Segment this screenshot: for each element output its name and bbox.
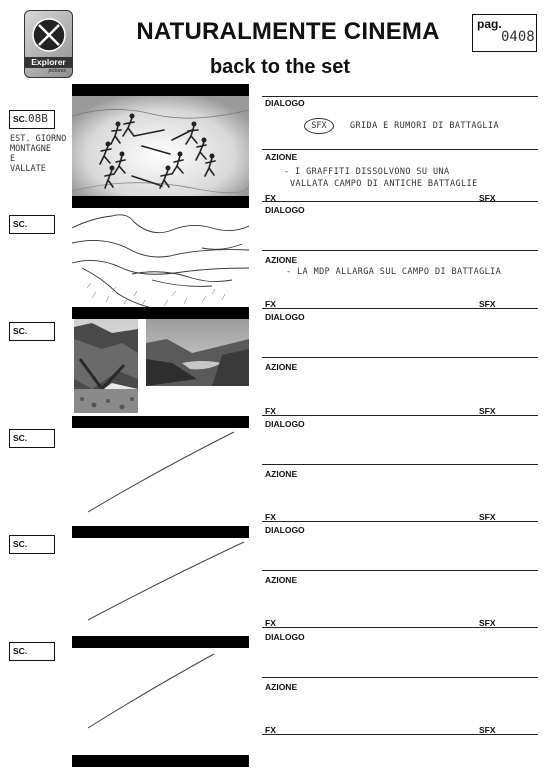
scene-box-5[interactable] [9, 535, 55, 554]
scene-label: SC. [13, 539, 28, 549]
dialogo-tag: SFX [304, 118, 334, 134]
azione-line: - I GRAFFITI DISSOLVONO SU UNA [284, 167, 450, 177]
divider [262, 415, 538, 416]
page-title: NATURALMENTE CINEMA [136, 18, 440, 45]
valley-sketch [72, 208, 249, 315]
sfx-label: SFX [479, 193, 496, 203]
scene-side-note: EST. GIORNO MONTAGNE E VALLATE [10, 134, 67, 174]
scene-box-6[interactable] [9, 642, 55, 661]
dialogo-label: DIALOGO [265, 525, 305, 535]
scene-box-1[interactable] [9, 110, 55, 129]
sfx-label: SFX [479, 299, 496, 309]
page-number: 0408 [501, 29, 535, 45]
logo-name: Explorer [25, 57, 72, 68]
page-subtitle: back to the set [209, 56, 351, 78]
azione-label: AZIONE [265, 682, 298, 692]
azione-label: AZIONE [265, 575, 298, 585]
fx-label: FX [265, 512, 276, 522]
divider [262, 308, 538, 309]
sfx-label: SFX [479, 406, 496, 416]
sketch-stroke [72, 648, 249, 744]
divider [262, 149, 538, 150]
divider [262, 521, 538, 522]
fx-label: FX [265, 299, 276, 309]
scene-label: SC. [13, 219, 28, 229]
logo-emblem-icon [31, 17, 67, 53]
divider [262, 734, 538, 735]
fx-label: FX [265, 193, 276, 203]
sketch-stroke [72, 428, 249, 535]
azione-line: - LA MDP ALLARGA SUL CAMPO DI BATTAGLIA [286, 267, 502, 277]
scene-box-3[interactable] [9, 322, 55, 341]
dialogo-label: DIALOGO [265, 312, 305, 322]
sfx-label: SFX [479, 725, 496, 735]
divider [262, 201, 538, 202]
divider [262, 464, 538, 465]
divider [262, 357, 538, 358]
divider [262, 570, 538, 571]
sketch-stroke [72, 538, 249, 645]
divider [262, 677, 538, 678]
scene-label: SC. [13, 646, 28, 656]
logo-sub: pictures [48, 68, 66, 74]
azione-line: VALLATA CAMPO DI ANTICHE BATTAGLIE [290, 179, 478, 189]
scene-label: SC. [13, 326, 28, 336]
scene-label: SC. [13, 433, 28, 443]
sfx-label: SFX [479, 618, 496, 628]
scene-box-2[interactable] [9, 215, 55, 234]
explorer-logo [24, 10, 73, 78]
scene-number: 08B [28, 112, 48, 125]
scene-box-4[interactable] [9, 429, 55, 448]
sfx-label: SFX [479, 512, 496, 522]
azione-label: AZIONE [265, 362, 298, 372]
divider [262, 250, 538, 251]
page-number-box [472, 14, 537, 52]
divider [262, 96, 538, 97]
dialogo-label: DIALOGO [265, 632, 305, 642]
page-label: pag. [477, 17, 502, 31]
azione-label: AZIONE [265, 469, 298, 479]
reference-photos [72, 319, 249, 426]
scene-label: SC. [13, 114, 28, 124]
dialogo-label: DIALOGO [265, 98, 305, 108]
fx-label: FX [265, 725, 276, 735]
divider [262, 627, 538, 628]
dialogo-text: GRIDA E RUMORI DI BATTAGLIA [350, 121, 499, 131]
azione-label: AZIONE [265, 255, 298, 265]
dialogo-label: DIALOGO [265, 419, 305, 429]
fx-label: FX [265, 406, 276, 416]
fx-label: FX [265, 618, 276, 628]
storyboard-panel-6 [72, 636, 249, 767]
azione-label: AZIONE [265, 152, 298, 162]
graffiti-sketch [72, 96, 249, 203]
dialogo-label: DIALOGO [265, 205, 305, 215]
